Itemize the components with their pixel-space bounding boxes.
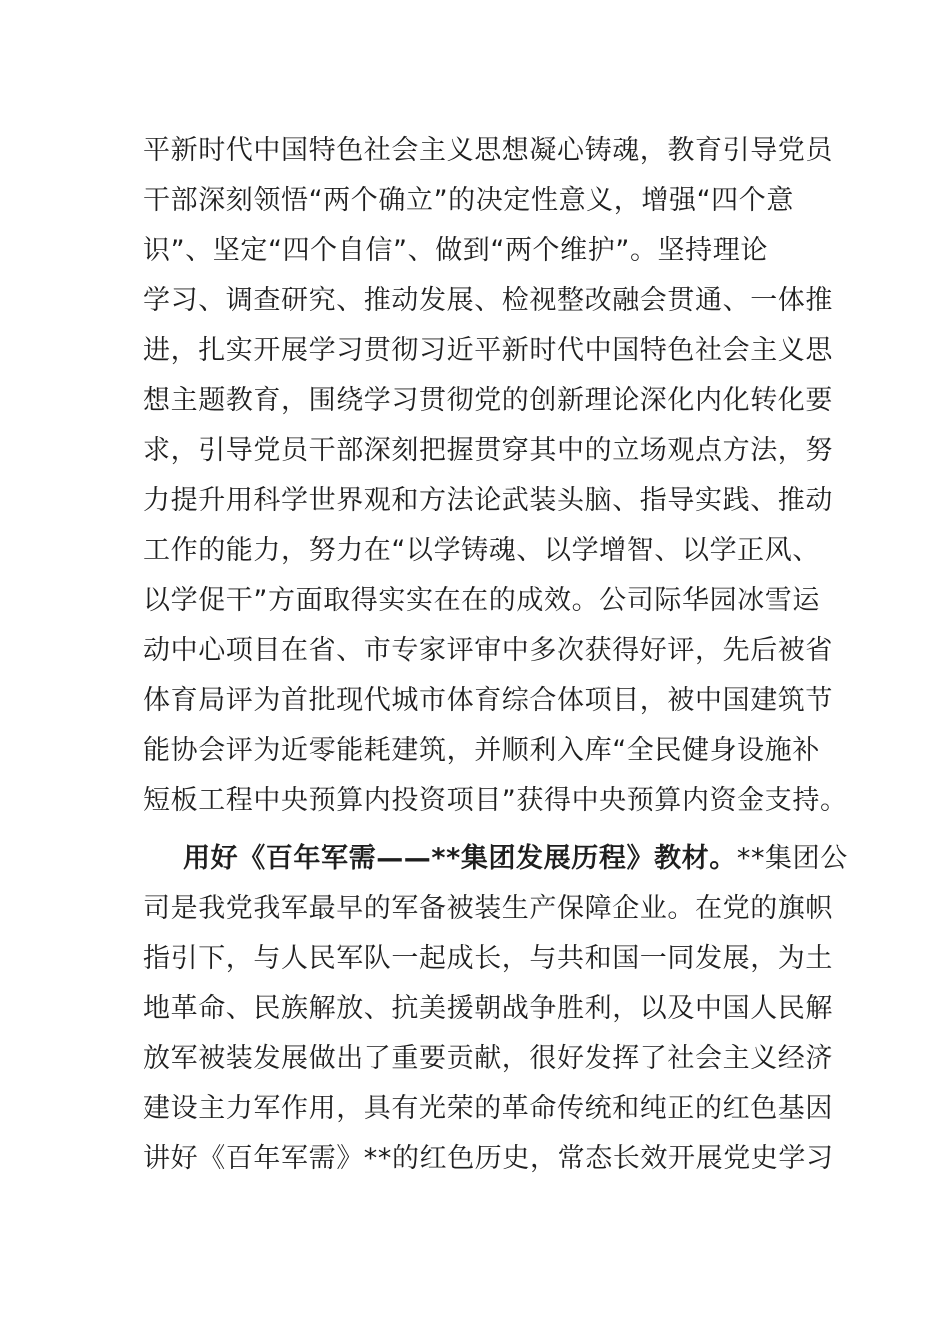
text-line: 指引下，与人民军队一起成长，与共和国一同发展，为土 (143, 943, 833, 974)
text-line: 以学促干”方面取得实实在在的成效。公司际华园冰雪运 (143, 585, 820, 616)
text-line: 想主题教育，围绕学习贯彻党的创新理论深化内化转化要 (143, 385, 833, 416)
text-line: 司是我党我军最早的军备被装生产保障企业。在党的旗帜 (143, 893, 833, 924)
heading-continuation: **集团公 (736, 843, 848, 874)
text-line: 识”、坚定“四个自信”、做到“两个维护”。坚持理论 (143, 235, 768, 266)
text-line: 学习、调查研究、推动发展、检视整改融会贯通、一体推 (143, 285, 833, 316)
text-line: 放军被装发展做出了重要贡献，很好发挥了社会主义经济 (143, 1043, 833, 1074)
text-line: 体育局评为首批现代城市体育综合体项目，被中国建筑节 (143, 685, 833, 716)
text-line: 进，扎实开展学习贯彻习近平新时代中国特色社会主义思 (143, 335, 833, 366)
paragraph-heading: 用好《百年军需——**集团发展历程》教材。 (183, 843, 737, 874)
text-line: 地革命、民族解放、抗美援朝战争胜利，以及中国人民解 (143, 993, 833, 1024)
paragraph-textbook (143, 834, 848, 1184)
text-line: 短板工程中央预算内投资项目”获得中央预算内资金支持。 (143, 785, 848, 816)
text-line: 能协会评为近零能耗建筑，并顺利入库“全民健身设施补 (143, 735, 820, 766)
text-line: 力提升用科学世界观和方法论武装头脑、指导实践、推动 (143, 485, 833, 516)
text-line: 工作的能力，努力在“以学铸魂、以学增智、以学正风、 (143, 535, 820, 566)
text-line: 求，引导党员干部深刻把握贯穿其中的立场观点方法，努 (143, 435, 833, 466)
text-line: 动中心项目在省、市专家评审中多次获得好评，先后被省 (143, 635, 833, 666)
paragraph-first-line (143, 834, 848, 884)
text-line: 干部深刻领悟“两个确立”的决定性意义，增强“四个意 (143, 185, 794, 216)
text-line: 平新时代中国特色社会主义思想凝心铸魂，教育引导党员 (143, 135, 833, 166)
text-line: 建设主力军作用，具有光荣的革命传统和纯正的红色基因 (143, 1093, 833, 1124)
text-line: 讲好《百年军需》**的红色历史，常态长效开展党史学习 (143, 1143, 834, 1174)
paragraph-theory-study (143, 126, 848, 826)
